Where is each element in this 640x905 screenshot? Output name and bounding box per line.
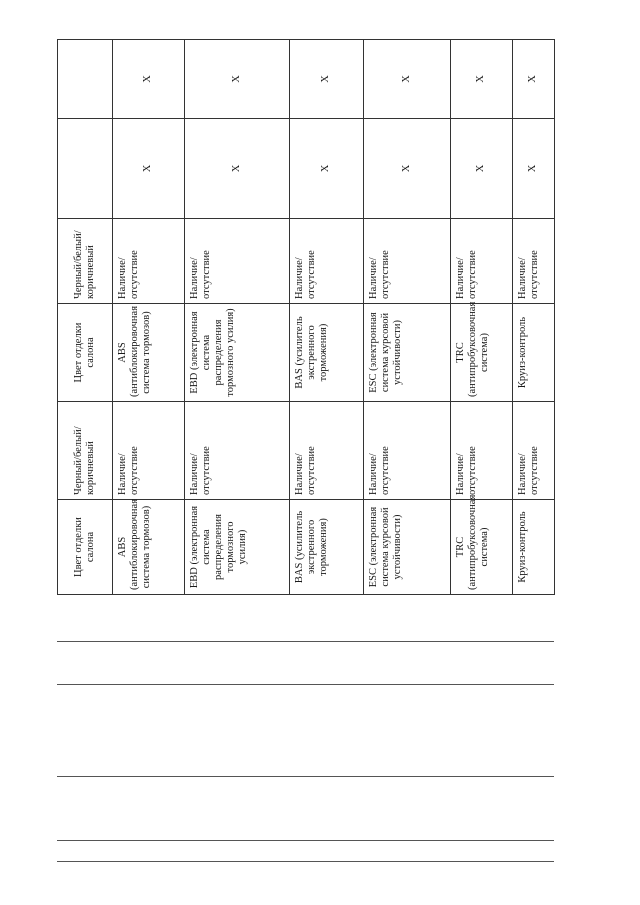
cell-availability: Наличие/отсутствие — [290, 402, 364, 500]
header-cell-4: Черный/белый/коричневый — [58, 219, 113, 304]
cell-mark: X — [185, 40, 290, 119]
cell-availability: Наличие/отсутствие — [364, 402, 451, 500]
table-row — [290, 40, 364, 595]
divider-line — [57, 840, 554, 841]
cell-mark: X — [364, 40, 451, 119]
cell-mark: X — [113, 40, 185, 119]
cell-mark: X — [290, 40, 364, 119]
table-row — [451, 40, 513, 595]
cell-availability: Наличие/отсутствие — [513, 402, 555, 500]
header-cell-1: Цвет отделки салона — [58, 500, 113, 595]
table-row — [185, 40, 290, 595]
header-cell-6 — [58, 40, 113, 119]
cell-system: TRC (антипробуксовочная система) — [451, 304, 513, 402]
header-cell-3: Цвет отделки салона — [58, 304, 113, 402]
cell-availability: Наличие/отсутствие — [185, 402, 290, 500]
header-cell-2: Черный/белый/коричневый — [58, 402, 113, 500]
cell-availability: Наличие/отсутствие — [290, 219, 364, 304]
cell-system: ABS (антиблокировочная система тормозов) — [113, 304, 185, 402]
cell-mark: X — [290, 119, 364, 219]
cell-system: Круиз-контроль — [513, 500, 555, 595]
table-row — [113, 40, 185, 595]
cell-system: ABS (антиблокировочная система тормозов) — [113, 500, 185, 595]
divider-line — [57, 684, 554, 685]
cell-mark: X — [451, 119, 513, 219]
spec-table — [57, 39, 555, 595]
cell-mark: X — [364, 119, 451, 219]
cell-availability: Наличие/отсутствие — [113, 402, 185, 500]
cell-availability: Наличие/отсутствие — [185, 219, 290, 304]
cell-mark: X — [513, 40, 555, 119]
cell-mark: X — [185, 119, 290, 219]
table-header-row — [58, 40, 113, 595]
cell-availability: Наличие/отсутствие — [513, 219, 555, 304]
divider-line — [57, 776, 554, 777]
cell-system: Круиз-контроль — [513, 304, 555, 402]
cell-system: EBD (электронная система распределения тормозного усилия) — [185, 304, 290, 402]
table-row — [364, 40, 451, 595]
cell-system: BAS (усилитель экстренного торможения) — [290, 304, 364, 402]
cell-system: EBD (электронная система распределения тормозного усилия) — [185, 500, 290, 595]
cell-mark: X — [113, 119, 185, 219]
divider-line — [57, 861, 554, 862]
cell-availability: Наличие/отсутствие — [364, 219, 451, 304]
header-cell-5 — [58, 119, 113, 219]
rotated-table-region — [57, 40, 554, 595]
cell-availability: Наличие/отсутствие — [113, 219, 185, 304]
cell-system: ESC (электронная система курсовой устойчивости) — [364, 500, 451, 595]
cell-mark: X — [451, 40, 513, 119]
cell-mark: X — [513, 119, 555, 219]
cell-system: ESC (электронная система курсовой устойчивости) — [364, 304, 451, 402]
rotated-table-frame — [57, 40, 554, 595]
cell-system: BAS (усилитель экстренного торможения) — [290, 500, 364, 595]
cell-system: TRC (антипробуксовочная система) — [451, 500, 513, 595]
cell-availability: Наличие/отсутствие — [451, 219, 513, 304]
table-row — [513, 40, 555, 595]
divider-line — [57, 641, 554, 642]
cell-availability: Наличие/отсутствие — [451, 402, 513, 500]
